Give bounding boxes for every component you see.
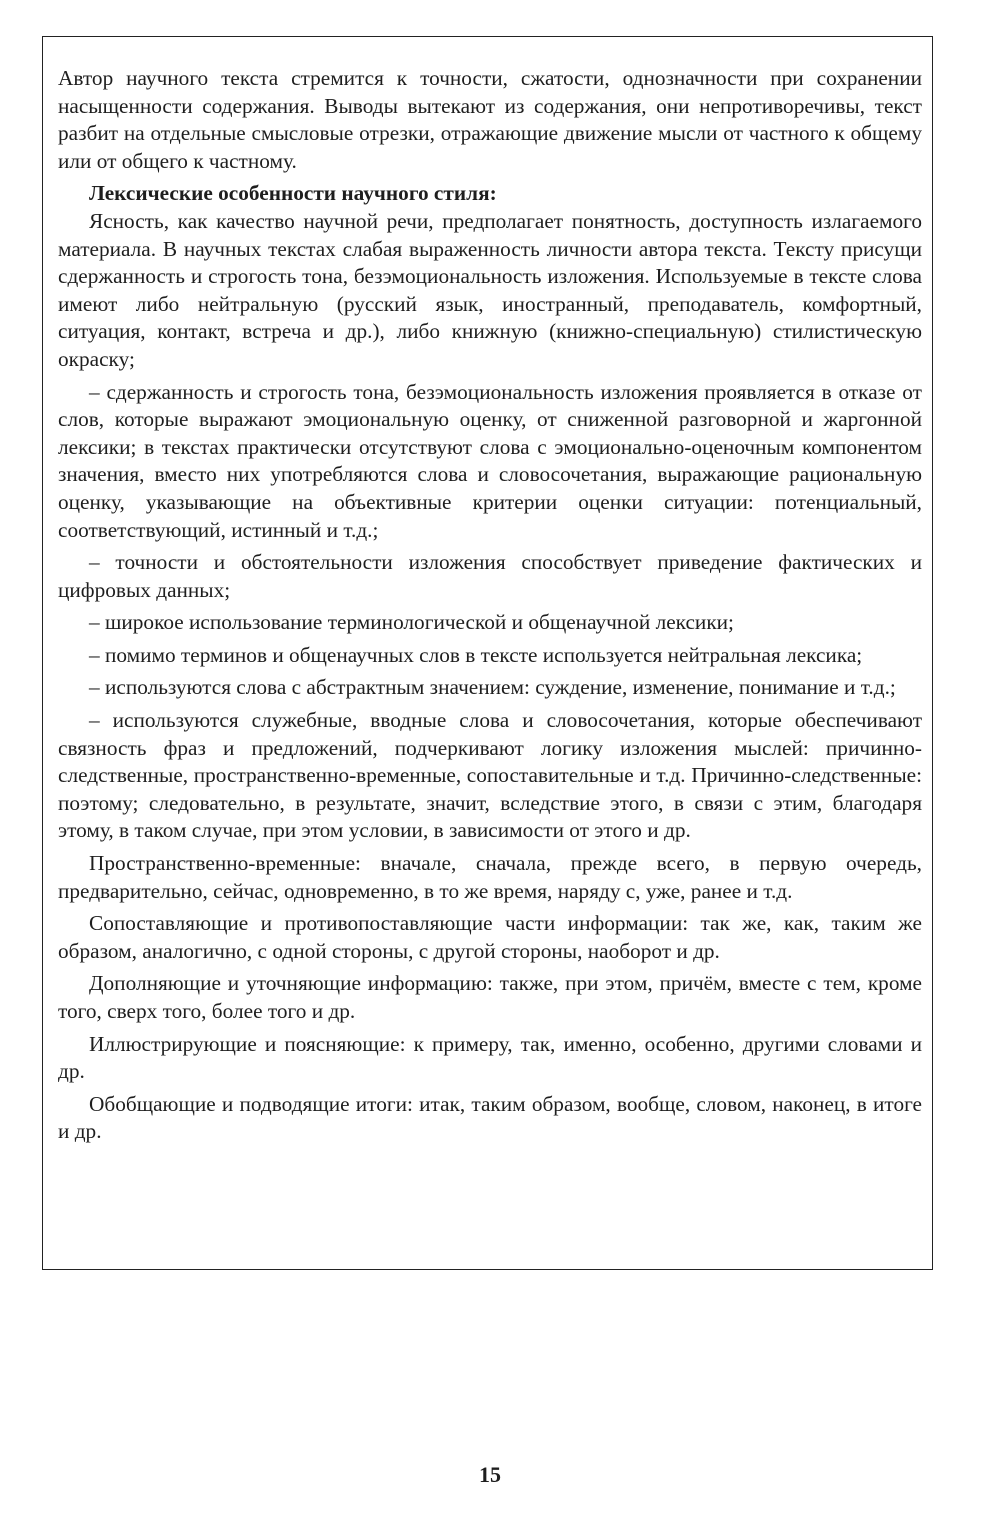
list-item: – точности и обстоятельности изложения способствует приведение фактических и цифровых данных;	[58, 550, 922, 602]
text-frame	[42, 36, 933, 1270]
paragraph-intro: Автор научного текста стремится к точности, сжатости, однозначности при сохранении насыщенности содержания. Выводы вытекают из содержания, они непротиворечивы, текст разбит на отдельные смысловые отрезки, отражающие движение мысли от частного к общему или от общего к частному.	[58, 66, 922, 173]
paragraph: Обобщающие и подводящие итоги: итак, таким образом, вообще, словом, наконец, в итоге и др.	[58, 1091, 922, 1144]
list-item: – широкое использование терминологической и общенаучной лексики;	[89, 610, 734, 635]
paragraph: Пространственно-временные: вначале, сначала, прежде всего, в первую очередь, предварительно, сейчас, одновременно, в то же время, наряду с, уже, ранее и т.д.	[58, 851, 922, 903]
section-heading: Лексические особенности научного стиля:	[89, 181, 497, 206]
paragraph: Ясность, как качество научной речи, предполагает понятность, доступность излагаемого материала. В научных текстах слабая выраженность личности автора текста. Тексту присущи сдержанность и строгость тона, безэмоциональность изложения. Используемые в тексте слова имеют либо нейтральную (русский язык, иностранный, преподаватель, комфортный, ситуация, контакт, встреча и др.), либо книжную (книжно-специальную) стилистическую окраску;	[58, 208, 922, 371]
list-item: – используются слова с абстрактным значением: суждение, изменение, понимание и т.д.;	[89, 675, 896, 700]
list-item: – помимо терминов и общенаучных слов в тексте используется нейтральная лексика;	[89, 642, 863, 667]
paragraph: Дополняющие и уточняющие информацию: также, при этом, причём, вместе с тем, кроме того, сверх того, более того и др.	[58, 971, 922, 1023]
body-text	[58, 65, 922, 1146]
paragraph: Иллюстрирующие и поясняющие: к примеру, так, именно, особенно, другими словами и др.	[58, 1031, 922, 1084]
page-number: 15	[479, 1462, 501, 1487]
list-item: – используются служебные, вводные слова и словосочетания, которые обеспечивают связность фраз и предложений, подчеркивают логику изложения мыслей: причинно-следственные, пространственно-временные, сопоставительные и т.д. Причинно-следственные: поэтому; следовательно, в результате, значит, вследствие этого, в связи с этим, благодаря этому, в таком случае, при этом условии, в зависимости от этого и др.	[58, 708, 922, 843]
paragraph: Сопоставляющие и противопоставляющие части информации: так же, как, таким же образом, аналогично, с одной стороны, с другой стороны, наоборот и др.	[58, 911, 922, 963]
list-item: – сдержанность и строгость тона, безэмоциональность изложения проявляется в отказе от слов, которые выражают эмоциональную оценку, от сниженной разговорной и жаргонной лексики; в текстах практически отсутствуют слова с эмоционально-оценочным компонентом значения, вместо них употребляются слова и словосочетания, выражающие рациональную оценку, указывающие на объективные критерии оценки ситуации: потенциальный, соответствующий, истинный и т.д.;	[58, 379, 922, 542]
